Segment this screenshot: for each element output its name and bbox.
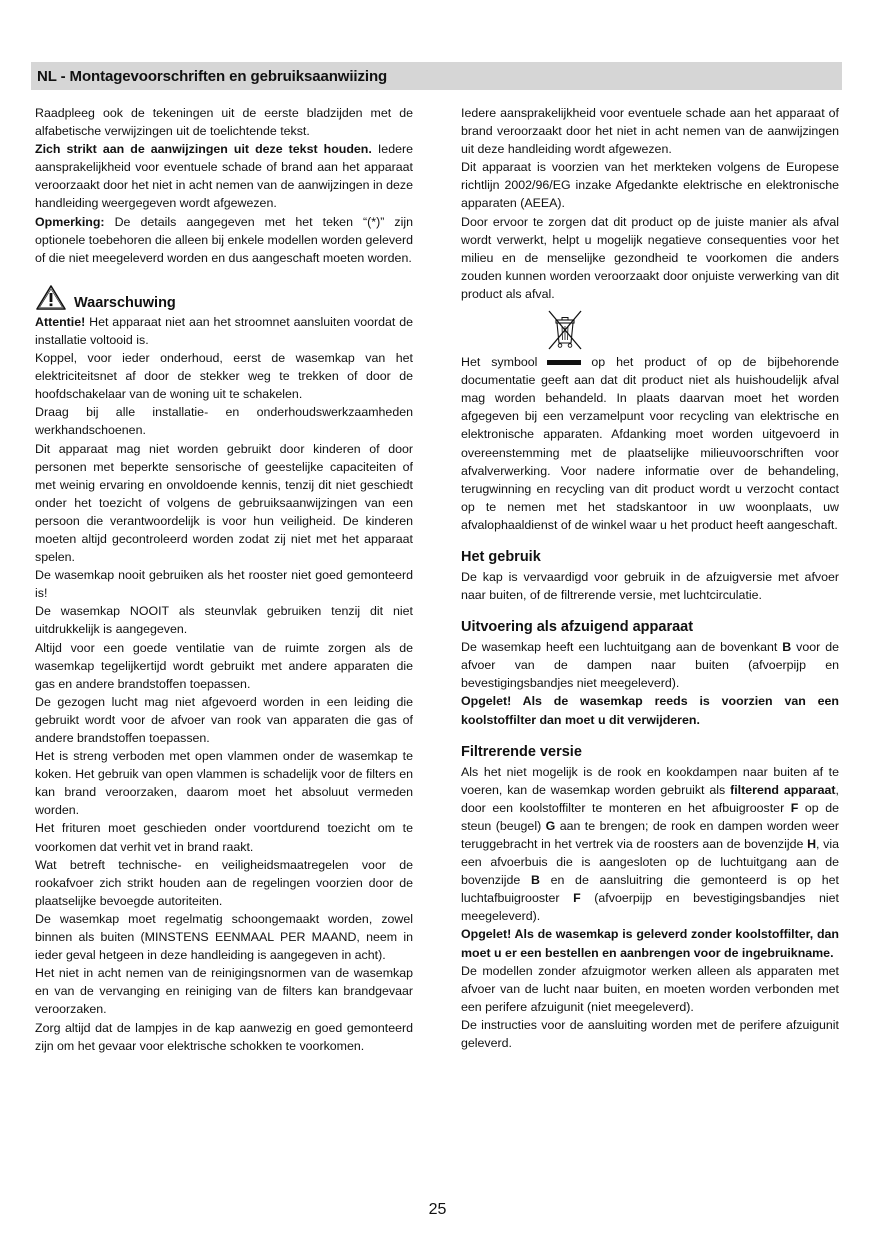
extraction-text: voor de afvoer van de dampen naar buiten (afvoerpijp en bevestigingsbandjes niet meegeleverd). [461, 640, 839, 691]
warning-paragraph: Het is streng verboden met open vlammen onder de wasemkap te koken. Het gebruik van open vlammen is schadelijk voor de filters en kan brand veroorzaken, daarom moet het absoluut vermeden worden. [35, 749, 413, 818]
page-number: 25 [428, 1201, 447, 1218]
symbol-paragraph [461, 353, 839, 534]
instructions-paragraph: De instructies voor de aansluiting worden met de perifere afzuigunit geleverd. [461, 1017, 839, 1051]
letter-b: B [782, 640, 792, 655]
bin-underline-icon [547, 360, 581, 365]
filtering-bold: filterend apparaat [730, 782, 836, 797]
filtering-text: , door een koolstoffilter te monteren en het afbuigrooster [461, 782, 839, 815]
filtering-text: aan te brengen; de rook en dampen worden weer teruggebracht in het vertrek via de roosters aan de bovenzijde [461, 818, 839, 851]
filtering-text: op de steun (beugel) [461, 800, 839, 833]
extraction-paragraph [461, 638, 839, 692]
attention-label: Attentie! [35, 314, 86, 329]
warning-paragraph: Koppel, voor ieder onderhoud, eerst de wasemkap van het elektriciteitsnet af door de stekker weg te trekken of door de hoofdschakelaar van de woning uit te schakelen. [35, 351, 413, 402]
warning-paragraph: De gezogen lucht mag niet afgevoerd worden in een leiding die gebruikt wordt voor de afvoer van rook van apparaten die gas of andere brandstoffen toepassen. [35, 694, 413, 745]
filtering-text: (afvoerpijp en bevestigingsbandjes niet meegeleverd). [461, 891, 839, 924]
filtering-heading: Filtrerende versie [461, 743, 582, 760]
warning-paragraph: Draag bij alle installatie- en onderhoudswerkzaamheden werkhandschoenen. [35, 405, 413, 438]
warning-paragraph: Wat betreft technische- en veiligheidsmaatregelen voor de rookafvoer zich strikt houden aan de regelingen voorzien door de plaatselijke bevoegde autoriteiten. [35, 857, 413, 908]
extraction-text: De wasemkap heeft een luchtuitgang aan de bovenkant [461, 640, 783, 655]
filtering-warning: Opgelet! Als de wasemkap is geleverd zonder koolstoffilter, dan moet u er een bestellen en aanbrengen voor de ingebruikname. [461, 927, 839, 960]
warning-paragraph: De wasemkap moet regelmatig schoongemaakt worden, zowel binnen als buiten (MINSTENS EENMAAL PER MAAND, neem in ieder geval hetgeen in deze handleiding is aangegeven in acht). [35, 911, 413, 963]
letter-h: H [807, 837, 817, 851]
liability-paragraph: Iedere aansprakelijkheid voor eventuele schade aan het apparaat of brand veroorzaakt door het niet in acht nemen van de aanwijzingen uit deze handleiding wordt afgewezen. [461, 106, 839, 157]
warning-triangle-icon [35, 284, 67, 311]
symbol-text: op het product of op de bijbehorende documentatie geeft aan dat dit product niet als huishoudelijk afval mag worden behandeld. In plaats daarvan moet het worden afgegeven bij een verzamelpunt voor recycling van elektrische en elektronische apparaten. Afdanking moet worden uitgevoerd in overeenstemming met de plaatselijke milieuvoorschriften voor afvalverwerking. Voor nadere informatie over de behandeling, terugwinning en recycling van dit product wordt u verzocht contact op te nemen met het stadskantoor in uw woonplaats, uw afvalophaaldienst of de winkel waar u het product heeft aangeschaft. [461, 355, 839, 532]
letter-f: F [790, 800, 799, 815]
intro-paragraph: Raadpleeg ook de tekeningen uit de eerste bladzijden met de alfabetische verwijzingen uit de toelichtende tekst. [35, 106, 413, 139]
warning-paragraph: Altijd voor een goede ventilatie van de ruimte zorgen als de wasemkap tegelijkertijd wordt gebruikt met andere apparaten die gas en andere brandstoffen toepassen. [35, 640, 413, 691]
warning-heading-label: Waarschuwing [74, 294, 176, 311]
page-title: NL - Montagevoorschriften en gebruiksaanwiizing [37, 68, 388, 85]
symbol-prefix: Het symbool [461, 355, 538, 370]
warning-paragraph: Het frituren moet geschieden onder voortdurend toezicht om te voorkomen dat verhit vet in brand raakt. [35, 821, 413, 854]
attention-text: Het apparaat niet aan het stroomnet aansluiten voordat de installatie voltooid is. [35, 314, 413, 347]
weee-symbol-block [461, 309, 839, 353]
right-column [461, 104, 839, 1052]
section-header-bar [31, 62, 842, 90]
usage-heading: Het gebruik [461, 548, 541, 565]
filtering-text: , via een afvoerbuis die is aangesloten op de luchtuitgang aan de bovenzijde [461, 837, 839, 888]
attention-paragraph [35, 313, 413, 349]
note-text: De details aangegeven met het teken “(*)” zijn optionele toebehoren die alleen bij enkele modellen worden geleverd of die niet meegeleverd worden en dus aangeschaft moeten worden. [35, 214, 413, 265]
instruction-paragraph [35, 140, 413, 212]
note-paragraph [35, 213, 413, 267]
disposal-paragraph: Door ervoor te zorgen dat dit product op de juiste manier als afval wordt verwerkt, helpt u mogelijk negatieve consequenties voor het milieu en de menselijke gezondheid te voorkomen die anders zouden kunnen worden veroorzaakt door onjuiste verwerking van dit product als afval. [461, 214, 839, 301]
warning-paragraph: De wasemkap NOOIT als steunvlak gebruiken tenzij dit niet uitdrukkelijk is aangegeven. [35, 604, 413, 637]
extraction-heading: Uitvoering als afzuigend apparaat [461, 619, 694, 636]
left-column [35, 104, 413, 1055]
warning-paragraph: Dit apparaat mag niet worden gebruikt door kinderen of door personen met beperkte sensorische of geestelijke capaciteiten of met weinig ervaring en onvoldoende kennis, tenzij dit niet geschiedt onder het toezicht of volgens de gebruiksaanwijzingen van een persoon die verantwoordelijk is voor hun veiligheid. De kinderen moeten altijd gecontroleerd worden zodat zij niet met het apparaat spelen. [35, 441, 413, 565]
usage-paragraph: De kap is vervaardigd voor gebruik in de afzuigversie met afvoer naar buiten, of de filtrerende versie, met luchtcirculatie. [461, 569, 839, 603]
weee-marking-paragraph: Dit apparaat is voorzien van het merkteken volgens de Europese richtlijn 2002/96/EG inzake Afgedankte elektrische en elektronische apparaten (AEEA). [461, 160, 839, 211]
warning-paragraph: De wasemkap nooit gebruiken als het rooster niet goed gemonteerd is! [35, 568, 413, 601]
letter-f: F [573, 891, 581, 906]
filtering-text: Als het niet mogelijk is de rook en kookdampen naar buiten af te voeren, kan de wasemkap worden gebruikt als [461, 764, 839, 797]
letter-g: G [545, 818, 556, 833]
letter-b: B [530, 873, 540, 888]
warning-paragraph: Het niet in acht nemen van de reinigingsnormen van de wasemkap en van de vervanging en reiniging van de filters kan brandgevaar veroorzaken. [35, 966, 413, 1017]
filtering-paragraph [461, 763, 839, 926]
warning-paragraph: Zorg altijd dat de lampjes in de kap aanwezig en goed gemonteerd zijn om het gevaar voor elektrische schokken te voorkomen. [35, 1020, 413, 1053]
instruction-bold: Zich strikt aan de aanwijzingen uit deze tekst houden. [35, 142, 372, 157]
models-paragraph: De modellen zonder afzuigmotor werken alleen als apparaten met afvoer van de lucht naar buiten, en moeten worden verbonden met een perifere afzuigunit (niet meegeleverd). [461, 963, 839, 1014]
crossed-bin-icon [546, 309, 584, 351]
warning-heading [35, 284, 413, 311]
instruction-text: Iedere aansprakelijkheid voor eventuele schade of brand aan het apparaat veroorzaakt door het niet in acht nemen van de aanwijzingen in deze handleiding weergegeven wordt afgewezen. [35, 142, 413, 211]
extraction-warning: Opgelet! Als de wasemkap reeds is voorzien van een koolstoffilter dan moet u dit verwijderen. [461, 694, 839, 727]
filtering-text: en de aansluitring die gemonteerd is op het luchtafbuigrooster [461, 873, 839, 906]
note-label: Opmerking: [35, 214, 105, 229]
